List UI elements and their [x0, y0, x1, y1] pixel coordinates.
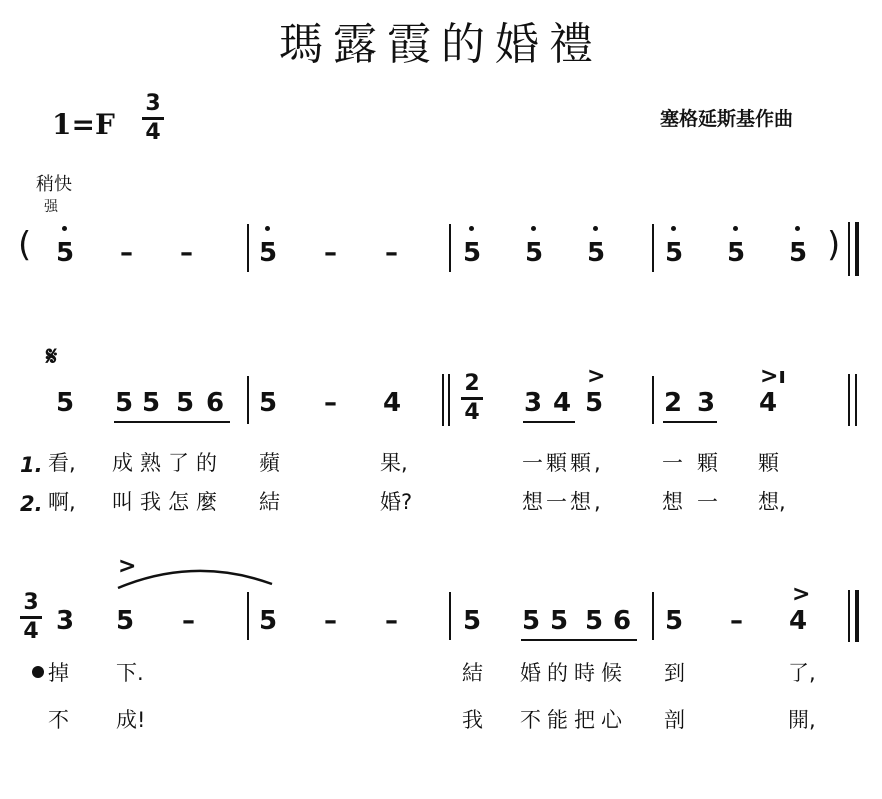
note: 3: [55, 606, 75, 636]
note: 5: [524, 238, 544, 268]
note: 5: [549, 606, 569, 636]
note: 5: [114, 388, 134, 418]
ink-blot: [32, 666, 44, 678]
extension-dash: –: [324, 238, 337, 268]
composer-credit: 塞格延斯基作曲: [660, 108, 794, 130]
note: 5: [584, 606, 604, 636]
final-barline-thick: [855, 590, 859, 642]
accent-mark: >: [587, 364, 606, 389]
lyric: 成!: [116, 708, 146, 732]
lyric: 我: [462, 708, 483, 732]
note: 5: [55, 388, 75, 418]
lyric: 結: [462, 661, 483, 685]
lyric: 到: [664, 661, 685, 685]
note: 6: [205, 388, 225, 418]
lyric: 想一想,: [522, 490, 604, 514]
note: 5: [175, 388, 195, 418]
lyric: 一顆顆,: [522, 451, 604, 475]
lyric: 想一: [662, 490, 732, 514]
lyric: 結: [259, 490, 280, 514]
barline: [449, 592, 451, 640]
lyric: 成熟了的: [112, 451, 224, 475]
verse-number: 2.: [20, 492, 43, 516]
segno-sign: 𝄋: [46, 342, 58, 372]
lyric: 掉: [48, 661, 69, 685]
note: 5: [584, 388, 604, 418]
note: 4: [552, 388, 572, 418]
time-signature-3-4: 3 4: [142, 92, 164, 145]
lyric: 一顆: [662, 451, 732, 475]
lyric: 下.: [116, 661, 144, 685]
note: 2: [663, 388, 683, 418]
note: 5: [258, 388, 278, 418]
verse-number: 1.: [20, 453, 43, 477]
extension-dash: –: [120, 238, 133, 268]
lyric: 剖: [664, 708, 685, 732]
note: 6: [612, 606, 632, 636]
note: 5: [586, 238, 606, 268]
accent-mark: >: [118, 554, 137, 579]
lyric: 叫我怎麼: [112, 490, 224, 514]
note: 4: [788, 606, 808, 636]
repeat-paren-close: ): [827, 225, 841, 265]
note: 5: [462, 606, 482, 636]
extension-dash: –: [180, 238, 193, 268]
note: 5: [462, 238, 482, 268]
lyric: 不能把心: [520, 708, 628, 732]
lyric: 了,: [788, 661, 816, 685]
lyric: 顆: [758, 451, 779, 475]
barline: [652, 592, 654, 640]
note: 5: [258, 238, 278, 268]
note: 4: [382, 388, 402, 418]
lyric: 果,: [380, 451, 408, 475]
lyric: 婚的時候: [520, 661, 628, 685]
note: 4: [758, 388, 778, 418]
lyric: 啊,: [48, 490, 76, 514]
extension-dash: –: [730, 606, 743, 636]
note: 5: [788, 238, 808, 268]
dynamic-marking: 强: [44, 199, 58, 215]
extension-dash: –: [385, 606, 398, 636]
lyric: 看,: [48, 451, 76, 475]
lyric: 蘋: [259, 451, 280, 475]
tempo-marking: 稍快: [36, 174, 72, 195]
extension-dash: –: [385, 238, 398, 268]
accent-mark: >: [792, 582, 811, 607]
note: 5: [141, 388, 161, 418]
note: 5: [55, 238, 75, 268]
note: 5: [726, 238, 746, 268]
key-signature: 1=F: [52, 108, 115, 141]
time-signature-2-4: 2 4: [461, 372, 483, 425]
eighth-beam: [521, 639, 637, 641]
lyric: 開,: [788, 708, 816, 732]
note: 3: [696, 388, 716, 418]
lyric: 不: [48, 708, 69, 732]
time-signature-3-4: 3 4: [20, 591, 42, 644]
lyric: 想,: [758, 490, 786, 514]
lyric: 婚?: [380, 490, 413, 514]
final-barline-thin: [848, 590, 850, 642]
note: 5: [115, 606, 135, 636]
barline: [247, 592, 249, 640]
extension-dash: –: [182, 606, 195, 636]
song-title: 瑪露霞的婚禮: [279, 19, 603, 70]
accent-breath-mark: >ı: [760, 364, 786, 389]
repeat-paren-open: (: [18, 225, 32, 265]
note: 5: [258, 606, 278, 636]
note: 5: [521, 606, 541, 636]
extension-dash: –: [324, 388, 337, 418]
note: 5: [664, 238, 684, 268]
note: 3: [523, 388, 543, 418]
extension-dash: –: [324, 606, 337, 636]
note: 5: [664, 606, 684, 636]
